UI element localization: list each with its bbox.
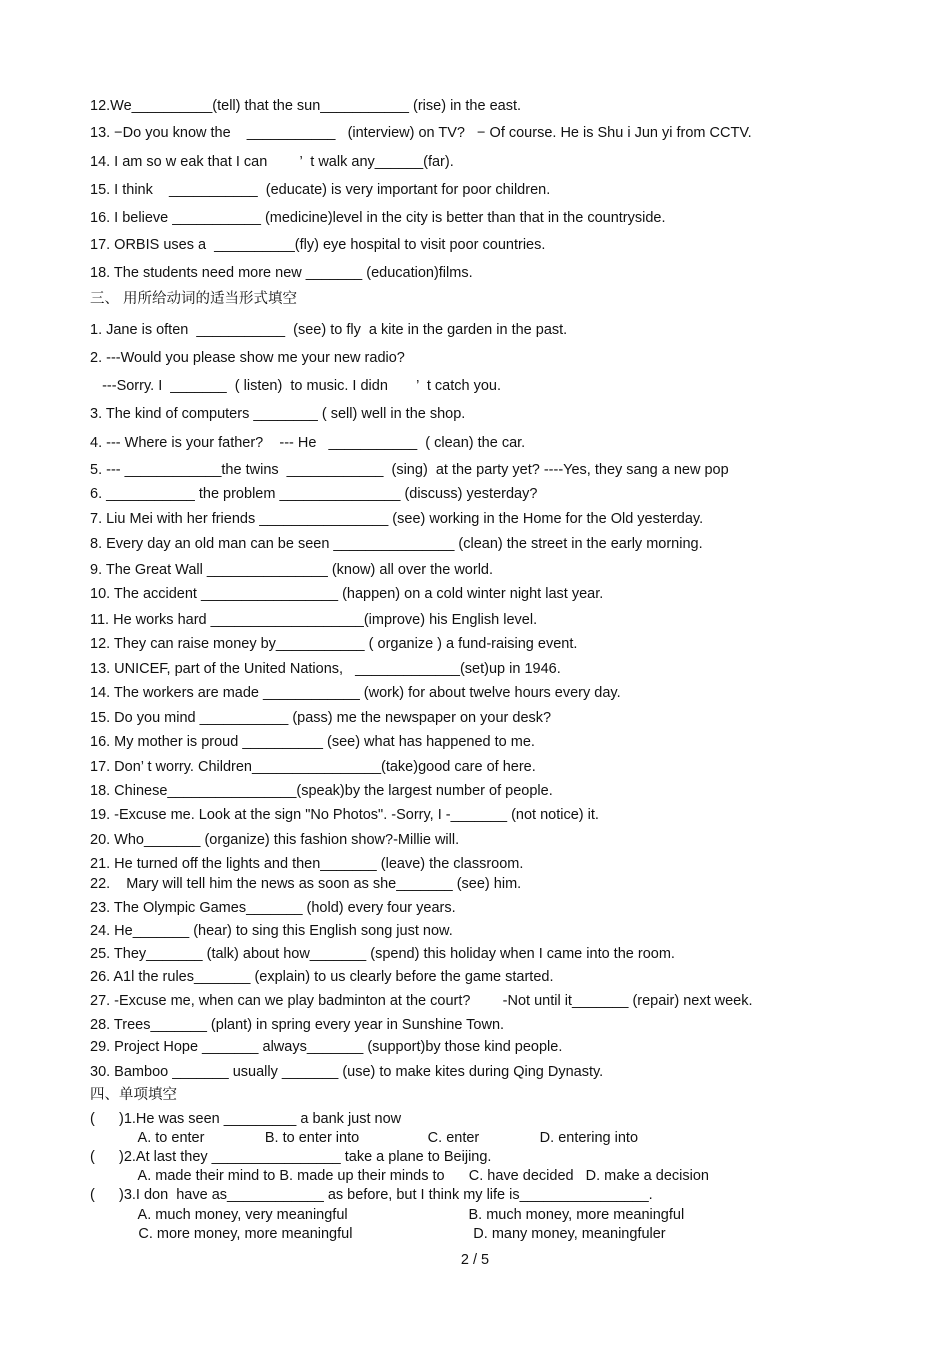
exercise-line: 9. The Great Wall _______________ (know) all over the world.: [90, 562, 494, 578]
question-line: ( )1.He was seen _________ a bank just now: [90, 1111, 402, 1127]
exercise-line: 18. The students need more new _______ (education)films.: [90, 265, 473, 281]
exercise-line: 13. UNICEF, part of the United Nations, _____________(set)up in 1946.: [90, 661, 561, 677]
exercise-line: 19. -Excuse me. Look at the sign "No Photos". -Sorry, I -_______ (not notice) it.: [90, 807, 599, 823]
exercise-line: 11. He works hard ___________________(improve) his English level.: [90, 612, 538, 628]
section-heading: 四、单项填空: [90, 1087, 177, 1103]
exercise-line: 18. Chinese________________(speak)by the largest number of people.: [90, 783, 553, 799]
option-line: C. more money, more meaningful D. many money, meaningfuler: [90, 1226, 666, 1242]
exercise-line: 6. ___________ the problem _______________ (discuss) yesterday?: [90, 486, 538, 502]
exercise-line: 14. I am so w eak that I can ’ t walk any______(far).: [90, 154, 454, 170]
exercise-line: 7. Liu Mei with her friends ________________ (see) working in the Home for the Old yesterday.: [90, 511, 704, 527]
exercise-line: 27. -Excuse me, when can we play badminton at the court? -Not until it_______ (repair) next week.: [90, 993, 753, 1009]
exercise-line: 15. Do you mind ___________ (pass) me the newspaper on your desk?: [90, 710, 552, 726]
exercise-line: 14. The workers are made ____________ (work) for about twelve hours every day.: [90, 685, 621, 701]
exercise-line: 1. Jane is often ___________ (see) to fly a kite in the garden in the past.: [90, 322, 568, 338]
exercise-line: 24. He_______ (hear) to sing this English song just now.: [90, 923, 453, 939]
question-line: ( )2.At last they ________________ take a plane to Beijing.: [90, 1149, 492, 1165]
exercise-line: 29. Project Hope _______ always_______ (support)by those kind people.: [90, 1039, 563, 1055]
exercise-line: 28. Trees_______ (plant) in spring every year in Sunshine Town.: [90, 1017, 505, 1033]
exercise-line: 22. Mary will tell him the news as soon as she_______ (see) him.: [90, 876, 522, 892]
exercise-line: 26. A1l the rules_______ (explain) to us clearly before the game started.: [90, 969, 554, 985]
exercise-line: 16. My mother is proud __________ (see) what has happened to me.: [90, 734, 535, 750]
section-heading: 三、 用所给动词的适当形式填空: [90, 291, 298, 307]
option-line: A. much money, very meaningful B. much money, more meaningful: [90, 1207, 685, 1223]
exercise-line: 17. ORBIS uses a __________(fly) eye hospital to visit poor countries.: [90, 237, 546, 253]
page-number: 2 / 5: [460, 1252, 490, 1268]
exercise-line: 13. −Do you know the ___________ (interview) on TV? − Of course. He is Shu i Jun yi from CCTV.: [90, 125, 752, 141]
exercise-line: 10. The accident _________________ (happen) on a cold winter night last year.: [90, 586, 604, 602]
exercise-line: 5. --- ____________the twins ____________ (sing) at the party yet? ----Yes, they sang a new pop: [90, 462, 729, 478]
exercise-line: 12. They can raise money by___________ ( organize ) a fund-raising event.: [90, 636, 578, 652]
exercise-line: 17. Don’ t worry. Children________________(take)good care of here.: [90, 759, 536, 775]
exercise-line: 4. --- Where is your father? --- He ___________ ( clean) the car.: [90, 435, 526, 451]
option-line: A. to enter B. to enter into C. enter D. entering into: [90, 1130, 639, 1146]
exercise-line: 30. Bamboo _______ usually _______ (use) to make kites during Qing Dynasty.: [90, 1064, 604, 1080]
exercise-line: 3. The kind of computers ________ ( sell) well in the shop.: [90, 406, 466, 422]
exercise-line: 16. I believe ___________ (medicine)level in the city is better than that in the countryside.: [90, 210, 666, 226]
exercise-line: ---Sorry. I _______ ( listen) to music. I didn ’ t catch you.: [90, 378, 501, 394]
exercise-line: 25. They_______ (talk) about how_______ (spend) this holiday when I came into the room.: [90, 946, 675, 962]
option-line: A. made their mind to B. made up their minds to C. have decided D. make a decision: [90, 1168, 709, 1184]
exercise-line: 21. He turned off the lights and then_______ (leave) the classroom.: [90, 856, 524, 872]
exercise-line: 23. The Olympic Games_______ (hold) every four years.: [90, 900, 456, 916]
exercise-line: 2. ---Would you please show me your new radio?: [90, 350, 405, 366]
exercise-line: 20. Who_______ (organize) this fashion show?-Millie will.: [90, 832, 460, 848]
exercise-line: 12.We__________(tell) that the sun___________ (rise) in the east.: [90, 98, 522, 114]
exercise-line: 8. Every day an old man can be seen _______________ (clean) the street in the early morning.: [90, 536, 703, 552]
question-line: ( )3.I don have as____________ as before, but I think my life is________________.: [90, 1187, 653, 1203]
exercise-line: 15. I think ___________ (educate) is very important for poor children.: [90, 182, 551, 198]
